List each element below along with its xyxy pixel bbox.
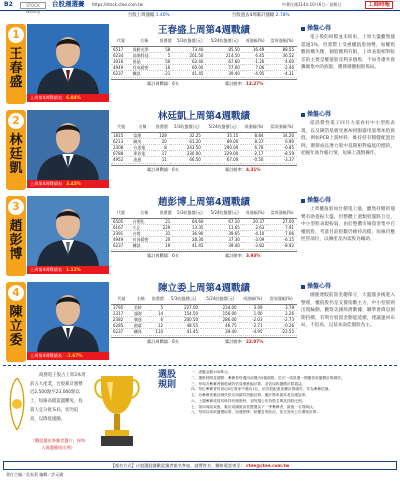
- portrait-icon: [27, 196, 109, 266]
- portrait-icon: [27, 24, 109, 94]
- table-cell: 6.45: [243, 52, 267, 58]
- rules-list: [191, 370, 395, 416]
- table-cell: 229.00: [204, 151, 241, 157]
- table-title: 王春盛上周第4週戰績: [157, 25, 251, 36]
- table-cell: 7.91: [267, 224, 297, 230]
- column-header: 當周漲幅(%): [266, 295, 297, 304]
- table-cell: 7.06: [267, 230, 297, 236]
- total-count: 累計周戰績：6支: [147, 338, 179, 344]
- table-cell: 華景電: [131, 151, 154, 157]
- table-cell: -8.59: [266, 151, 297, 157]
- column-header: 周漲幅(%): [243, 209, 267, 218]
- table-cell: 有成精密: [131, 65, 158, 71]
- table-cell: 13.35: [173, 224, 206, 230]
- table-cell: 啟碁: [132, 323, 150, 329]
- table-cell: 67.10: [206, 218, 242, 224]
- column-header: 推薦價: [154, 123, 170, 132]
- table-cell: 驊訊: [131, 71, 158, 77]
- table-cell: 5: [158, 52, 174, 58]
- table-cell: 32.25: [170, 132, 204, 138]
- registration-text: 【報名方式】台股選股賽歡迎讀者報名參加，請將姓名、聯絡電話寄至：: [110, 463, 245, 468]
- totals-line: [111, 165, 297, 172]
- table-cell: 8.84: [241, 132, 266, 138]
- column-header: 名稱: [132, 295, 150, 304]
- table-cell: -2.73: [266, 316, 297, 322]
- table-header-row: [111, 209, 297, 218]
- result-label: 累計勝率：: [225, 338, 246, 344]
- banner-value: 1.11%: [66, 267, 81, 272]
- table-cell: 驊訊: [131, 243, 158, 249]
- rank-number: 1: [8, 27, 24, 43]
- table-cell: -2.40: [267, 65, 297, 71]
- table-cell: 39.65: [206, 230, 242, 236]
- performance-table: [111, 37, 297, 78]
- table-cell: 48.55: [166, 323, 201, 329]
- score-banner: [27, 180, 109, 188]
- table-cell: 85.50: [206, 46, 242, 52]
- table-cell: 6.78: [241, 144, 266, 150]
- contestant-name: 王春盛: [9, 47, 23, 90]
- result-value: 22.07%: [245, 338, 264, 344]
- table-cell: -6.15: [267, 237, 297, 243]
- table-cell: 8: [154, 144, 170, 150]
- contestant-name: 陳立委: [9, 305, 23, 348]
- table-cell: 19: [158, 243, 174, 249]
- bottom-section: [3, 365, 397, 460]
- commentary: [301, 24, 395, 104]
- table-cell: -1.26: [243, 58, 267, 64]
- commentary-text: 從消費性電子回升力道看好中小型股表現，以及銅箔基板受惠AI伺服器用量增加的族群，例如PCB上游材料，維持持有穩健配置比例，選擇成長潛力股中基期相對偏低的標的，把握年底作帳行情，短線上謹慎操作。: [301, 121, 395, 157]
- table-cell: -4.95: [240, 329, 266, 335]
- commentary-title: 操盤心得: [307, 283, 332, 290]
- weekly-gain-label: 台股上周漲幅: [128, 13, 155, 18]
- editor-credits: 責任主編／吳家莉 編輯／許元嬌: [6, 472, 64, 477]
- table-cell: -3.09: [243, 237, 267, 243]
- contestant-card: [3, 280, 397, 366]
- table-cell: 6237: [111, 71, 131, 77]
- table-cell: 28.30: [173, 237, 206, 243]
- result-value: 3.93%: [245, 252, 261, 258]
- column-header: 周漲幅(%): [241, 123, 266, 132]
- table-cell: 12: [150, 323, 166, 329]
- table-cell: 5: [150, 304, 166, 310]
- column-header: 5/3收盤價(元): [173, 37, 206, 46]
- rules-heading: [145, 368, 189, 458]
- table-cell: 41.45: [173, 71, 206, 77]
- column-header: 5/3收盤價(元): [170, 123, 204, 132]
- rank-number: 4: [8, 285, 24, 301]
- table-cell: 14: [150, 310, 166, 316]
- banner-label: 上周第4周戰績表：: [30, 181, 67, 186]
- rules-heading-line2: 規則: [157, 380, 176, 390]
- table-cell: 60.00: [173, 65, 206, 71]
- table-cell: 台達電: [131, 144, 154, 150]
- table-cell: 35.15: [204, 132, 241, 138]
- rule-item: 五、各參賽者累計績效依各周績效滾動計算，累計勝率最高者為週冠軍。: [191, 393, 309, 397]
- table-cell: -4.31: [267, 71, 297, 77]
- table-cell: 66.50: [170, 157, 204, 163]
- total-count: 累計周戰績：6支: [147, 80, 179, 86]
- table-title: 趙彭博上周第4週戰績: [157, 197, 251, 208]
- table-cell: 2308: [111, 144, 131, 150]
- table-cell: 290.00: [204, 144, 241, 150]
- table-cell: 2391: [111, 230, 131, 236]
- table-cell: 61.20: [170, 138, 204, 144]
- rule-item: 四、每位參賽者每周由5位專家中選出1位，依各股配重加權計算績效，作為參賽依據。: [191, 387, 333, 392]
- market-note-red: 《觀股選出參賽者選片，採每人挑選權值比例》: [30, 438, 86, 450]
- table-cell: 214.50: [206, 52, 242, 58]
- totals-line: [111, 337, 297, 344]
- commentary: [301, 282, 395, 362]
- table-cell: -3.37: [266, 157, 297, 163]
- cumulative-result: [225, 166, 260, 173]
- column-header: 代號: [111, 123, 131, 132]
- table-cell: 21: [158, 218, 174, 224]
- table-row: [111, 243, 297, 249]
- banner-value: 3.45%: [66, 181, 81, 186]
- table-cell: 凌通: [131, 157, 154, 163]
- table-cell: 41.45: [173, 243, 206, 249]
- score-banner: [27, 352, 109, 360]
- table-cell: 1815: [111, 132, 131, 138]
- banner-label: 上周第4周戰績表：: [30, 95, 67, 100]
- score-banner: [27, 94, 109, 102]
- column-header: 名稱: [131, 209, 158, 218]
- column-header: 推薦價: [158, 209, 174, 218]
- table-cell: 37.30: [206, 237, 242, 243]
- total-count: 累計周戰績：6支: [147, 166, 179, 172]
- column-header: 推薦價: [158, 37, 174, 46]
- commentary-heading: [301, 110, 395, 120]
- table-cell: 廣達: [132, 316, 150, 322]
- performance-table-block: [111, 196, 297, 276]
- rank-number: 2: [8, 113, 24, 129]
- result-value: 13.27%: [245, 80, 264, 86]
- table-cell: 227.00: [166, 304, 201, 310]
- table-title: 林廷凱上周第4週戰績: [157, 111, 251, 122]
- table-cell: 31: [158, 230, 174, 236]
- column-header: 當周漲幅(%): [266, 123, 297, 132]
- table-cell: 200.50: [166, 316, 201, 322]
- column-header: 名稱: [131, 123, 154, 132]
- cumulative-result: [225, 252, 260, 259]
- table-cell: 3.78: [266, 304, 297, 310]
- commentary-title: 操盤心得: [307, 197, 332, 204]
- column-header: 名稱: [131, 37, 158, 46]
- table-cell: 16: [158, 65, 174, 71]
- column-header: 推薦價: [150, 295, 166, 304]
- table-cell: 46.75: [201, 323, 240, 329]
- registration-email[interactable]: ctee@ctee.com.tw: [246, 463, 290, 468]
- rank-number: 3: [8, 199, 24, 215]
- four-week-gain: [232, 12, 332, 20]
- table-cell: -0.85: [266, 144, 297, 150]
- table-cell: 6234: [111, 52, 131, 58]
- contestant-photo: [27, 282, 109, 352]
- table-header-row: [111, 123, 297, 132]
- table-cell: 39.40: [206, 243, 242, 249]
- table-cell: 64.60: [173, 218, 206, 224]
- commentary-text: 國慶連假前資金趨保守，大盤漲多後進入整理，權值股仍是支撐指數主力，中小型股則出現輪動。觀察美國經濟數據，聯準會降息預期持續，有利台股資金動能延續，建議逢回布局，不追高，以基本面佳個股為主。: [301, 293, 395, 329]
- table-cell: 57.00: [206, 65, 242, 71]
- table-cell: 67.00: [204, 157, 241, 163]
- market-note: 商務電子股占上周3本周前五大產業，台股累計漲勢近2,500點至23,000點以上，短線高檔震盪難免，投資人宜分批布局，切勿追高，以降低風險。: [30, 373, 86, 422]
- bullet-square-icon: [301, 113, 305, 117]
- table-cell: 6517: [111, 46, 131, 52]
- table-cell: 27.00: [267, 218, 297, 224]
- table-cell: -22.55: [266, 329, 297, 335]
- table-cell: 6: [150, 316, 166, 322]
- table-cell: 1.00: [240, 310, 266, 316]
- performance-table-block: [111, 24, 297, 104]
- table-cell: -8.92: [267, 243, 297, 249]
- contestant-photo: [27, 110, 109, 180]
- result-label: 累計勝率：: [225, 166, 246, 172]
- table-cell: 286.00: [201, 316, 240, 322]
- contestant-name: 林廷凱: [9, 133, 23, 176]
- rank-badge: [6, 282, 26, 362]
- stock-weekly-tag: STOCK Weekly: [20, 2, 46, 9]
- table-cell: 243.50: [170, 144, 204, 150]
- table-cell: 110: [150, 329, 166, 335]
- rules-heading-line1: 選股: [157, 370, 176, 380]
- rank-badge: [6, 110, 26, 190]
- table-cell: 67.60: [206, 58, 242, 64]
- performance-table: [111, 123, 297, 164]
- weekly-gain-value: 1.40%: [155, 13, 170, 18]
- result-value: 4.31%: [245, 166, 261, 172]
- performance-table: [111, 295, 297, 336]
- table-cell: 88.55: [267, 46, 297, 52]
- rule-item: 二、選股時間及期間：參賽者每週四前選出5檔個股，於次一周星期一開盤依收盤價計算績效。: [191, 375, 345, 380]
- table-cell: 36.90: [173, 230, 206, 236]
- table-cell: 4952: [111, 157, 131, 163]
- table-cell: 2.63: [243, 224, 267, 230]
- table-cell: 1795: [111, 304, 132, 310]
- table-cell: 6213: [111, 138, 131, 144]
- page-header: [0, 0, 400, 14]
- table-cell: -0.26: [266, 323, 297, 329]
- contestant-card: [3, 108, 397, 194]
- rule-item: 六、上週參賽成員同時持有個股時，須每週公布持股名單及持股比例。: [191, 398, 306, 403]
- contestant-photo: [27, 196, 109, 266]
- table-cell: 鴻海: [132, 310, 150, 316]
- banner-value: -1.67%: [66, 353, 83, 358]
- table-cell: 台塑化: [131, 218, 158, 224]
- table-cell: 154.50: [166, 310, 201, 316]
- table-cell: 2382: [111, 316, 132, 322]
- issue-date: 中華民國114年10月6日／星期日: [282, 2, 342, 7]
- commentary-heading: [301, 282, 395, 292]
- table-cell: 6285: [111, 323, 132, 329]
- table-cell: 7.06: [243, 65, 267, 71]
- rule-item: 八、每周以周收盤價結算，如遇停牌、除權息等狀況，依交易所公告價格計算。: [191, 410, 321, 415]
- table-cell: 39.40: [206, 71, 242, 77]
- table-cell: 6.90: [266, 138, 297, 144]
- table-cell: 62.40: [173, 58, 206, 64]
- banner-label: 上周第4周戰績表：: [30, 353, 67, 358]
- table-cell: 8.37: [241, 138, 266, 144]
- rule-item: 一、虛擬金額100萬元。: [191, 370, 232, 374]
- column-header: 代號: [111, 37, 131, 46]
- commentary: [301, 196, 395, 276]
- table-cell: 6237: [111, 329, 132, 335]
- bullet-square-icon: [301, 285, 305, 289]
- table-cell: 89.00: [204, 138, 241, 144]
- table-cell: -2.03: [240, 316, 266, 322]
- table-cell: -3.82: [243, 243, 267, 249]
- table-cell: 20: [158, 237, 174, 243]
- column-header: 代號: [111, 295, 132, 304]
- table-cell: 73.40: [173, 46, 206, 52]
- table-cell: 16.49: [243, 46, 267, 52]
- result-label: 累計勝率：: [225, 252, 246, 258]
- performance-table-block: [111, 110, 297, 190]
- commentary-heading: [301, 24, 395, 34]
- rule-item: 三、每周各參賽者個股績效依周漲跌幅計算，並依周收盤價計算損益。: [191, 381, 306, 386]
- rule-item: 七、第四周結束後，累計成績最高者獲選為下一季參賽者，最後一名則淘汰。: [191, 404, 317, 409]
- table-cell: 41.45: [166, 329, 201, 335]
- site-url[interactable]: https://stock.ctee.com.tw: [92, 2, 143, 7]
- table-cell: 6237: [111, 243, 131, 249]
- table-cell: 6788: [111, 151, 131, 157]
- column-header: 5/24收盤價(元): [204, 123, 241, 132]
- commentary-heading: [301, 196, 395, 206]
- table-cell: 6167: [111, 224, 131, 230]
- table-cell: 驊訊: [132, 329, 150, 335]
- portrait-icon: [27, 282, 109, 352]
- cumulative-result: [225, 338, 263, 345]
- table-header-row: [111, 295, 297, 304]
- column-header: 5/24收盤價(元): [206, 209, 242, 218]
- table-row: [111, 329, 297, 335]
- table-cell: -2.17: [241, 151, 266, 157]
- table-cell: 128: [154, 132, 170, 138]
- column-header: 周漲幅(%): [243, 37, 267, 46]
- table-header-row: [111, 37, 297, 46]
- table-cell: 保勝光學: [131, 46, 158, 52]
- table-cell: 234.00: [201, 304, 240, 310]
- four-week-gain-value: 2.78%: [275, 13, 290, 18]
- table-row: [111, 157, 297, 163]
- column-header: 5/24收盤價(元): [201, 295, 240, 304]
- table-cell: 嘉晶: [131, 58, 158, 64]
- table-cell: 4.60: [267, 58, 297, 64]
- commentary-title: 操盤心得: [307, 25, 332, 32]
- table-cell: 201.50: [173, 52, 206, 58]
- contestant-card: [3, 22, 397, 108]
- table-cell: 美時: [132, 304, 150, 310]
- column-header: 5/24收盤價(元): [206, 37, 242, 46]
- table-cell: 11: [154, 157, 170, 163]
- newspaper-logo: 工商時報: [365, 1, 393, 9]
- contestant-photo: [27, 24, 109, 94]
- result-label: 累計勝率：: [225, 80, 246, 86]
- column-header: 5/3收盤價(元): [173, 209, 206, 218]
- weekly-gain: [128, 12, 212, 20]
- table-cell: 3016: [111, 58, 131, 64]
- table-cell: 39.40: [201, 329, 240, 335]
- table-cell: 36.52: [267, 52, 297, 58]
- bullet-square-icon: [301, 27, 305, 31]
- totals-line: [111, 79, 297, 86]
- registration-banner: [3, 461, 397, 470]
- table-cell: 230.00: [170, 151, 204, 157]
- table-cell: -4.10: [243, 230, 267, 236]
- table-cell: 58: [158, 46, 174, 52]
- commentary-text: 上周權值股如台積電上漲，雖然持續的漲勢有助提振大盤，但整體上週類股漲跌互見，中小型股表現較弱，由於整體市場資金集中在權值股，考量目前指數仍維持高檔，短線仍應控管部位，以傳產及內需股為輔助。: [301, 207, 395, 243]
- banner-value: 6.04%: [66, 95, 81, 100]
- table-cell: 50: [158, 58, 174, 64]
- table-cell: 13.65: [206, 224, 242, 230]
- commentary-title: 操盤心得: [307, 111, 332, 118]
- table-cell: 2.26: [266, 310, 297, 316]
- trophy-icon: [93, 368, 141, 458]
- contestant-name: 趙彭博: [9, 219, 23, 262]
- table-cell: 4949: [111, 237, 131, 243]
- table-cell: -0.50: [241, 157, 266, 163]
- cumulative-result: [225, 80, 263, 87]
- table-cell: -4.95: [243, 71, 267, 77]
- column-header: 周漲幅(%): [240, 295, 266, 304]
- column-header: 代號: [111, 209, 131, 218]
- table-cell: -2.71: [240, 323, 266, 329]
- table-cell: 4949: [111, 65, 131, 71]
- table-row: [111, 71, 297, 77]
- table-cell: 21: [158, 71, 174, 77]
- table-cell: 台燈: [131, 230, 158, 236]
- column-header: 5/3收盤價(元): [166, 295, 201, 304]
- rank-badge: [6, 196, 26, 276]
- section-title: 台股週選賽: [52, 0, 85, 8]
- table-title: 陳立委上周第4週戰績: [157, 283, 251, 294]
- table-cell: 10: [154, 138, 170, 144]
- table-cell: 聯茂: [131, 138, 154, 144]
- bullet-square-icon: [301, 199, 305, 203]
- page-number: B2: [4, 1, 13, 8]
- portrait-icon: [27, 110, 109, 180]
- performance-table: [111, 209, 297, 250]
- table-cell: 久正: [131, 224, 158, 230]
- score-banner: [27, 266, 109, 274]
- total-count: 累計周戰績：6支: [147, 252, 179, 258]
- contestant-card: [3, 194, 397, 280]
- table-cell: 2317: [111, 310, 132, 316]
- rank-badge: [6, 24, 26, 104]
- table-cell: 156.00: [201, 310, 240, 316]
- table-cell: 3.09: [240, 304, 266, 310]
- performance-table-block: [111, 282, 297, 362]
- four-week-gain-label: 台股過去4周累計漲幅: [232, 13, 275, 18]
- column-header: 當周漲幅(%): [267, 37, 297, 46]
- totals-line: [111, 251, 297, 258]
- table-cell: 20.37: [243, 218, 267, 224]
- laurel-icon: [4, 374, 30, 434]
- table-cell: 富喬: [131, 132, 154, 138]
- banner-label: 上周第4周戰績表：: [30, 267, 67, 272]
- table-cell: 高僑科技: [131, 52, 158, 58]
- commentary: [301, 110, 395, 190]
- table-cell: 有成精密: [131, 237, 158, 243]
- commentary-text: 電子股的回檔並未結束，上周大盤雖然漲超過1%，但實際上受惠權值股強勢，加權指數結構失衡，個股獲利有限，上周表現相對較差的主要是權值股及利多個股，不如考慮外資籌碼集中的族群，選擇績優個股佈局。: [301, 35, 395, 71]
- column-header: 當周漲幅(%): [267, 209, 297, 218]
- table-cell: 17: [154, 151, 170, 157]
- table-cell: 229: [158, 224, 174, 230]
- table-cell: 34.20: [266, 132, 297, 138]
- table-cell: 6505: [111, 218, 131, 224]
